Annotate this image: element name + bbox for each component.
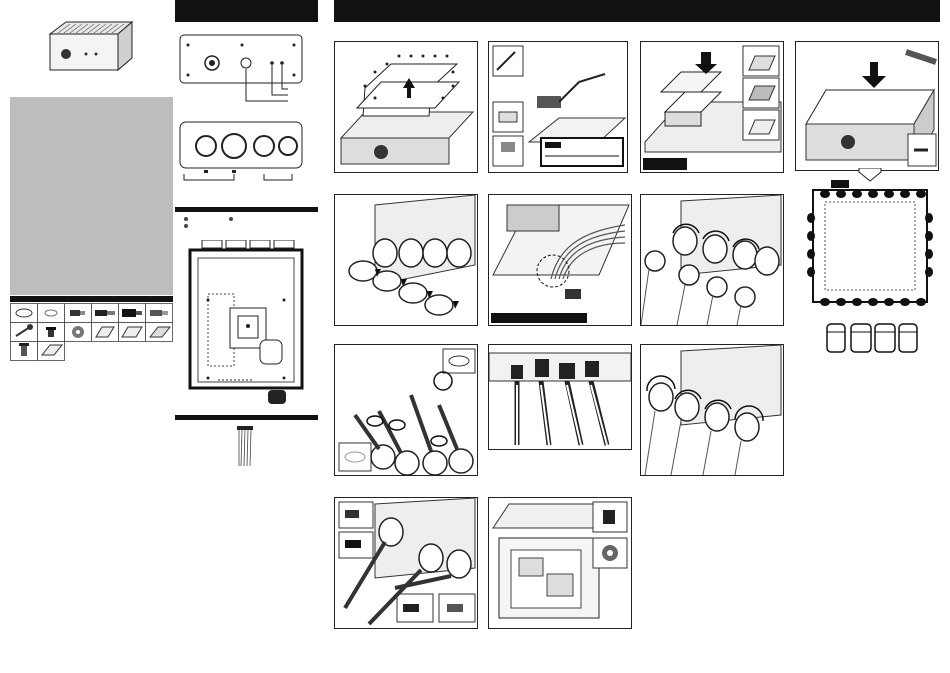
step-6-panel: [488, 194, 632, 326]
right-header-bar: [334, 0, 940, 22]
step-12-panel: [488, 497, 632, 629]
step-8-panel: [334, 344, 478, 476]
legend-dots: [183, 216, 243, 230]
product-illustration: [40, 14, 136, 76]
rear-panel-diagram: [178, 118, 306, 188]
cable-illustration: [235, 426, 255, 468]
description-panel: [10, 97, 173, 295]
step-7-panel: [640, 194, 784, 326]
parts-list-header: [10, 296, 173, 302]
internal-layout-diagram: [188, 240, 306, 412]
parts-list-grid: [10, 303, 173, 363]
step-9-panel: [488, 344, 632, 450]
step-10-panel: [640, 344, 784, 476]
section-bar-2: [175, 207, 318, 212]
step-3-panel: [640, 41, 784, 173]
step-2-panel: [488, 41, 628, 173]
step-5-panel: [334, 194, 478, 326]
step-11-panel: [334, 497, 478, 629]
step-1-panel: [334, 41, 478, 173]
step-4-panel: [795, 41, 939, 171]
section-bar-3: [175, 415, 318, 420]
middle-header-bar: [175, 0, 318, 22]
top-view-diagram: [803, 178, 938, 358]
front-panel-diagram: [178, 33, 306, 105]
washer-icon: [72, 326, 84, 338]
